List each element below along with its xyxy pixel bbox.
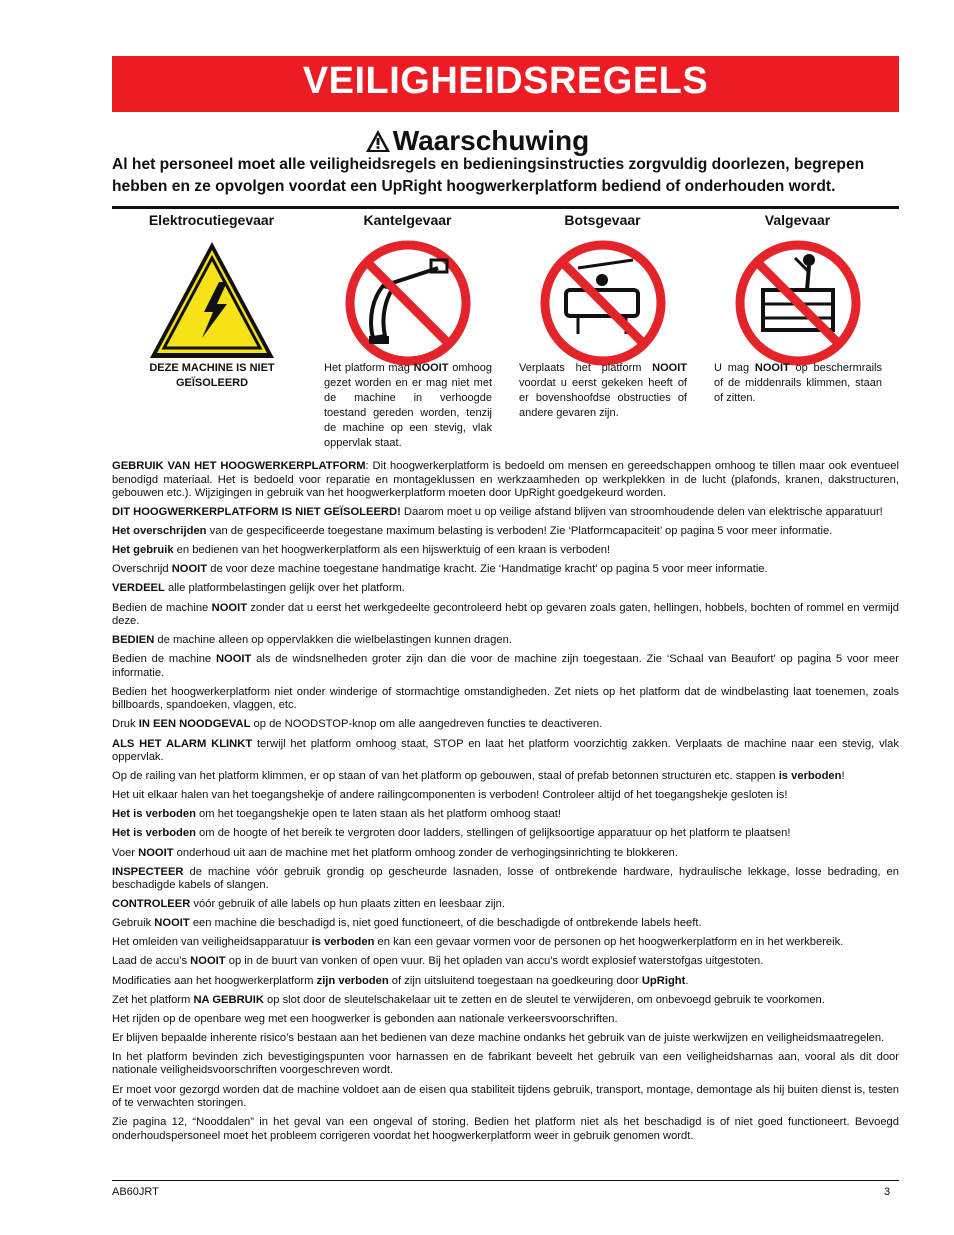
rule-paragraph: Het is verboden om de hoogte of het bereik te vergroten door ladders, stellingen of gelijksoortige apparatuur op het platform te plaatsen! xyxy=(112,827,791,840)
safety-rules xyxy=(112,460,899,1149)
rule-paragraph: BEDIEN de machine alleen op oppervlakken die wielbelastingen kunnen dragen. xyxy=(112,634,512,647)
rule-paragraph: Het uit elkaar halen van het toegangshekje of andere railingcomponenten is verboden! Controleer altijd of het toegangshekje gesloten is! xyxy=(112,789,788,802)
warning-triangle-icon xyxy=(365,129,391,153)
hazard-text: Verplaats het platform NOOIT voordat u eerst gekeken heeft of er bovenshoofdse obstructies of andere gevaren zijn. xyxy=(519,362,687,419)
rule-paragraph: In het platform bevinden zich bevestigingspunten voor harnassen en de fabrikant beveelt het gebruik van een veiligheidsharnas aan, vooral als dit door nationale veiligheidsvoorschriften voorgeschreven wordt. xyxy=(112,1050,899,1077)
footer-page-number: 3 xyxy=(884,1186,891,1198)
fall-prohibited-icon xyxy=(733,238,863,368)
rule-paragraph: Zet het platform NA GEBRUIK op slot door de sleutelschakelaar uit te zetten en de sleutel te verwijderen, om onbevoegd gebruik te voorkomen. xyxy=(112,993,825,1006)
divider xyxy=(112,206,899,209)
rule-paragraph: Druk IN EEN NOODGEVAL op de NOODSTOP-knop om alle aangedreven functies te deactiveren. xyxy=(112,718,603,731)
title-banner xyxy=(112,56,899,112)
hazard-electrocution xyxy=(114,212,309,373)
hazard-title: Botsgevaar xyxy=(564,212,641,228)
hazard-text: DEZE MACHINE IS NIET GEÏSOLEERD xyxy=(149,362,275,389)
rule-paragraph: Bedien de machine NOOIT als de windsnelheden groter zijn dan die voor de machine zijn toegestaan. Zie ‘Schaal van Beaufort’ op pagina 5 voor meer informatie. xyxy=(112,653,899,679)
rule-paragraph: VERDEEL alle platformbelastingen gelijk over het platform. xyxy=(112,582,405,595)
footer-model: AB60JRT xyxy=(112,1186,159,1198)
intro-text: Al het personeel moet alle veiligheidsregels en bedieningsinstructies zorgvuldig doorlezen, begrepen hebben en ze opvolgen voordat een UpRight hoogwerkerplatform bediend of onderhouden wordt. xyxy=(112,156,865,195)
rule-paragraph: Gebruik NOOIT een machine die beschadigd is, niet goed functioneert, of die beschadigde of ontbrekende labels heeft. xyxy=(112,917,702,930)
hazard-fall xyxy=(700,212,895,373)
rule-paragraph: Laad de accu’s NOOIT op in de buurt van vonken of open vuur. Bij het opladen van accu’s wordt explosief waterstofgas uitgestoten. xyxy=(112,955,764,968)
rule-paragraph: DIT HOOGWERKERPLATFORM IS NIET GEÏSOLEERD! Daarom moet u op veilige afstand blijven van stroomhoudende delen van elektrische apparatuur! xyxy=(112,506,883,519)
rule-paragraph: Er blijven bepaalde inherente risico’s bestaan aan het bedienen van deze machine ondanks het gebruik van de juiste werkwijzen en veiligheidsmaatregelen. xyxy=(112,1031,885,1044)
warning-title: Waarschuwing xyxy=(392,125,590,156)
rule-paragraph: Zie pagina 12, “Nooddalen” in het geval van een ongeval of storing. Bedien het platform niet als het beschadigd is of niet goed functioneert. Bevoegd onderhoudspersoneel moet het probleem corrigeren voordat het hoogwerkerplatform weer in gebruik genomen wordt. xyxy=(112,1116,899,1142)
rule-paragraph: ALS HET ALARM KLINKT terwijl het platform omhoog staat, STOP en laat het platform voorzichtig zakken. Verplaats de machine naar een stevig, vlak oppervlak. xyxy=(112,737,899,764)
warning-heading xyxy=(0,125,954,157)
rule-paragraph: Het gebruik en bedienen van het hoogwerkerplatform als een hijswerktuig of een kraan is verboden! xyxy=(112,544,611,557)
rule-paragraph: Het overschrijden van de gespecificeerde toegestane maximum belasting is verboden! Zie ‘Platformcapaciteit’ op pagina 5 voor meer informatie. xyxy=(112,525,833,538)
rule-paragraph: Er moet voor gezorgd worden dat de machine voldoet aan de eisen qua stabiliteit tijdens gebruik, transport, montage, demontage als hij buiten dienst is, testen of te verwachten storingen. xyxy=(112,1083,899,1110)
hazard-title: Kantelgevaar xyxy=(363,212,452,228)
hazard-text: U mag NOOIT op beschermrails of de middenrails klimmen, staan of zitten. xyxy=(714,362,882,404)
collision-prohibited-icon xyxy=(538,238,668,368)
page-title: VEILIGHEIDSREGELS xyxy=(302,60,709,102)
rule-paragraph: Het is verboden om het toegangshekje open te laten staan als het platform omhoog staat! xyxy=(112,808,562,821)
rule-paragraph: GEBRUIK VAN HET HOOGWERKERPLATFORM: Dit hoogwerkerplatform is bedoeld om mensen en gereedschappen omhoog te tillen maar ook eventueel benodigd materiaal. Het is bedoeld voor reparatie en montageklussen en werkzaamheden op werkplekken in de lucht (plafonds, kranen, dakstructuren, gebouwen etc.). Wijzigingen in gebruik van het hoogwerkerplatform moeten door UpRight goedgekeurd worden. xyxy=(112,460,900,499)
rule-paragraph: Bedien de machine NOOIT zonder dat u eerst het werkgedeelte gecontroleerd hebt op gevaren zoals gaten, hellingen, hobbels, bochten of rommel en vermijd deze. xyxy=(112,601,899,628)
hazard-text: Het platform mag NOOIT omhoog gezet worden en er mag niet met de machine in verhoogde toestand gereden worden, tenzij de machine op een stevig, vlak oppervlak staat. xyxy=(324,362,493,449)
hazard-title: Valgevaar xyxy=(764,212,831,228)
rule-paragraph: Op de railing van het platform klimmen, er op staan of van het platform op gebouwen, staal of prefab betonnen structuren etc. stappen is verboden! xyxy=(112,770,845,783)
hazard-collision xyxy=(505,212,700,373)
rule-paragraph: Overschrijd NOOIT de voor deze machine toegestane handmatige kracht. Zie ‘Handmatige kracht’ op pagina 5 voor meer informatie. xyxy=(112,563,768,576)
rule-paragraph: Bedien het hoogwerkerplatform niet onder winderige of stormachtige omstandigheden. Zet niets op het platform dat de windbelasting laat toenemen, zoals billboards, spandoeken, vlaggen, etc. xyxy=(112,685,899,712)
hazard-tip-over xyxy=(310,212,505,373)
rule-paragraph: Het rijden op de openbare weg met een hoogwerker is gebonden aan nationale verkeersvoorschriften. xyxy=(112,1012,618,1025)
rule-paragraph: Modificaties aan het hoogwerkerplatform zijn verboden of zijn uitsluitend toegestaan na goedkeuring door UpRight. xyxy=(112,974,689,987)
hazard-title: Elektrocutiegevaar xyxy=(148,212,275,228)
electrocution-warning-icon xyxy=(147,238,277,368)
rule-paragraph: INSPECTEER de machine vóór gebruik grondig op gescheurde lasnaden, losse of ontbrekende hardware, hydraulische lekkage, losse bedrading, en beschadigde kabels of slangen. xyxy=(112,865,899,892)
rule-paragraph: Voer NOOIT onderhoud uit aan de machine met het platform omhoog zonder de verhogingsinrichting te blokkeren. xyxy=(112,846,678,859)
tip-over-prohibited-icon xyxy=(343,238,473,368)
footer-divider xyxy=(112,1180,899,1181)
rule-paragraph: CONTROLEER vóór gebruik of alle labels op hun plaats zitten en leesbaar zijn. xyxy=(112,898,505,911)
rule-paragraph: Het omleiden van veiligheidsapparatuur is verboden en kan een gevaar vormen voor de personen op het hoogwerkerplatform en in het werkbereik. xyxy=(112,936,844,949)
